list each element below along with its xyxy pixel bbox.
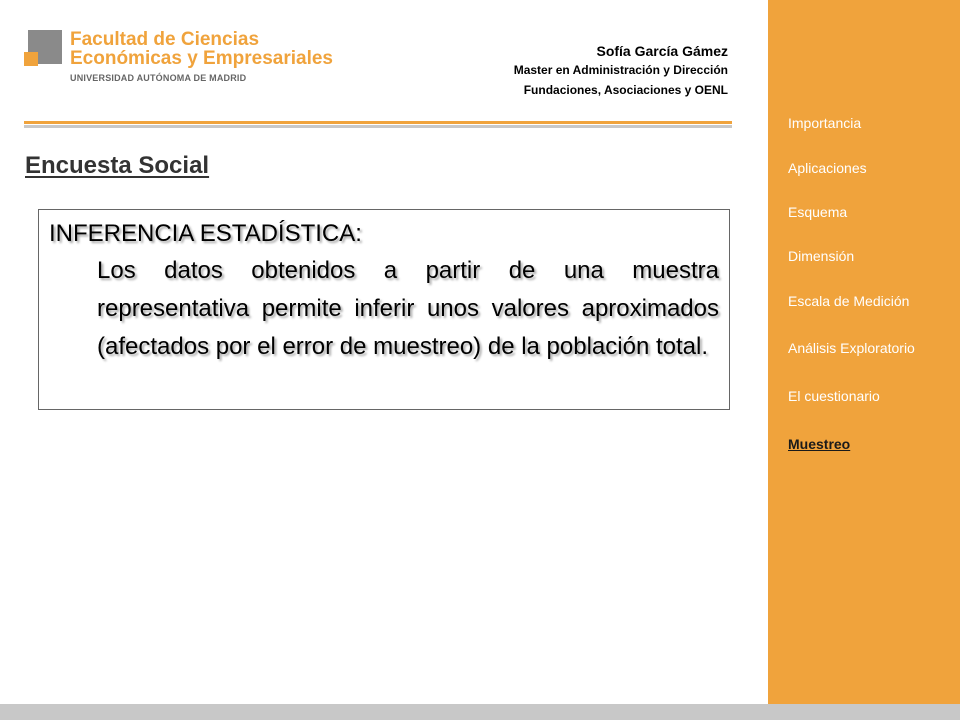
nav-item-esquema[interactable]: Esquema	[788, 204, 848, 220]
nav-item-muestreo[interactable]: Muestreo	[788, 436, 851, 452]
footer-bar	[0, 704, 960, 720]
logo-mark-icon	[24, 30, 64, 66]
faculty-logo	[24, 29, 333, 90]
logo-university-name: UNIVERSIDAD AUTÓNOMA DE MADRID	[70, 73, 247, 83]
nav-item-importancia[interactable]: Importancia	[788, 115, 862, 131]
nav-item-aplicaciones[interactable]: Aplicaciones	[788, 160, 867, 176]
content-body: Los datos obtenidos a partir de una muestra representativa permite inferir unos valores aproximados (afectados por el error de muestreo) de la población total.	[97, 257, 719, 360]
nav-item-analisis-exploratorio[interactable]: Análisis Exploratorio	[788, 340, 915, 356]
author-name: Sofía García Gámez	[596, 43, 728, 59]
content-box	[38, 209, 730, 410]
header-divider	[24, 121, 732, 128]
author-program-line2: Fundaciones, Asociaciones y OENL	[523, 83, 728, 97]
author-block	[514, 42, 728, 100]
content-title: INFERENCIA ESTADÍSTICA:	[49, 220, 362, 247]
nav-item-el-cuestionario[interactable]: El cuestionario	[788, 388, 880, 404]
author-program-line1: Master en Administración y Dirección	[513, 63, 728, 77]
sidebar-nav	[768, 0, 960, 720]
logo-text-line1: Facultad de Ciencias	[70, 29, 260, 50]
page-title: Encuesta Social	[25, 152, 210, 179]
logo-text-line2: Económicas y Empresariales	[70, 48, 333, 69]
nav-item-dimension[interactable]: Dimensión	[788, 248, 855, 264]
nav-item-escala-de-medicion[interactable]: Escala de Medición	[788, 293, 910, 309]
